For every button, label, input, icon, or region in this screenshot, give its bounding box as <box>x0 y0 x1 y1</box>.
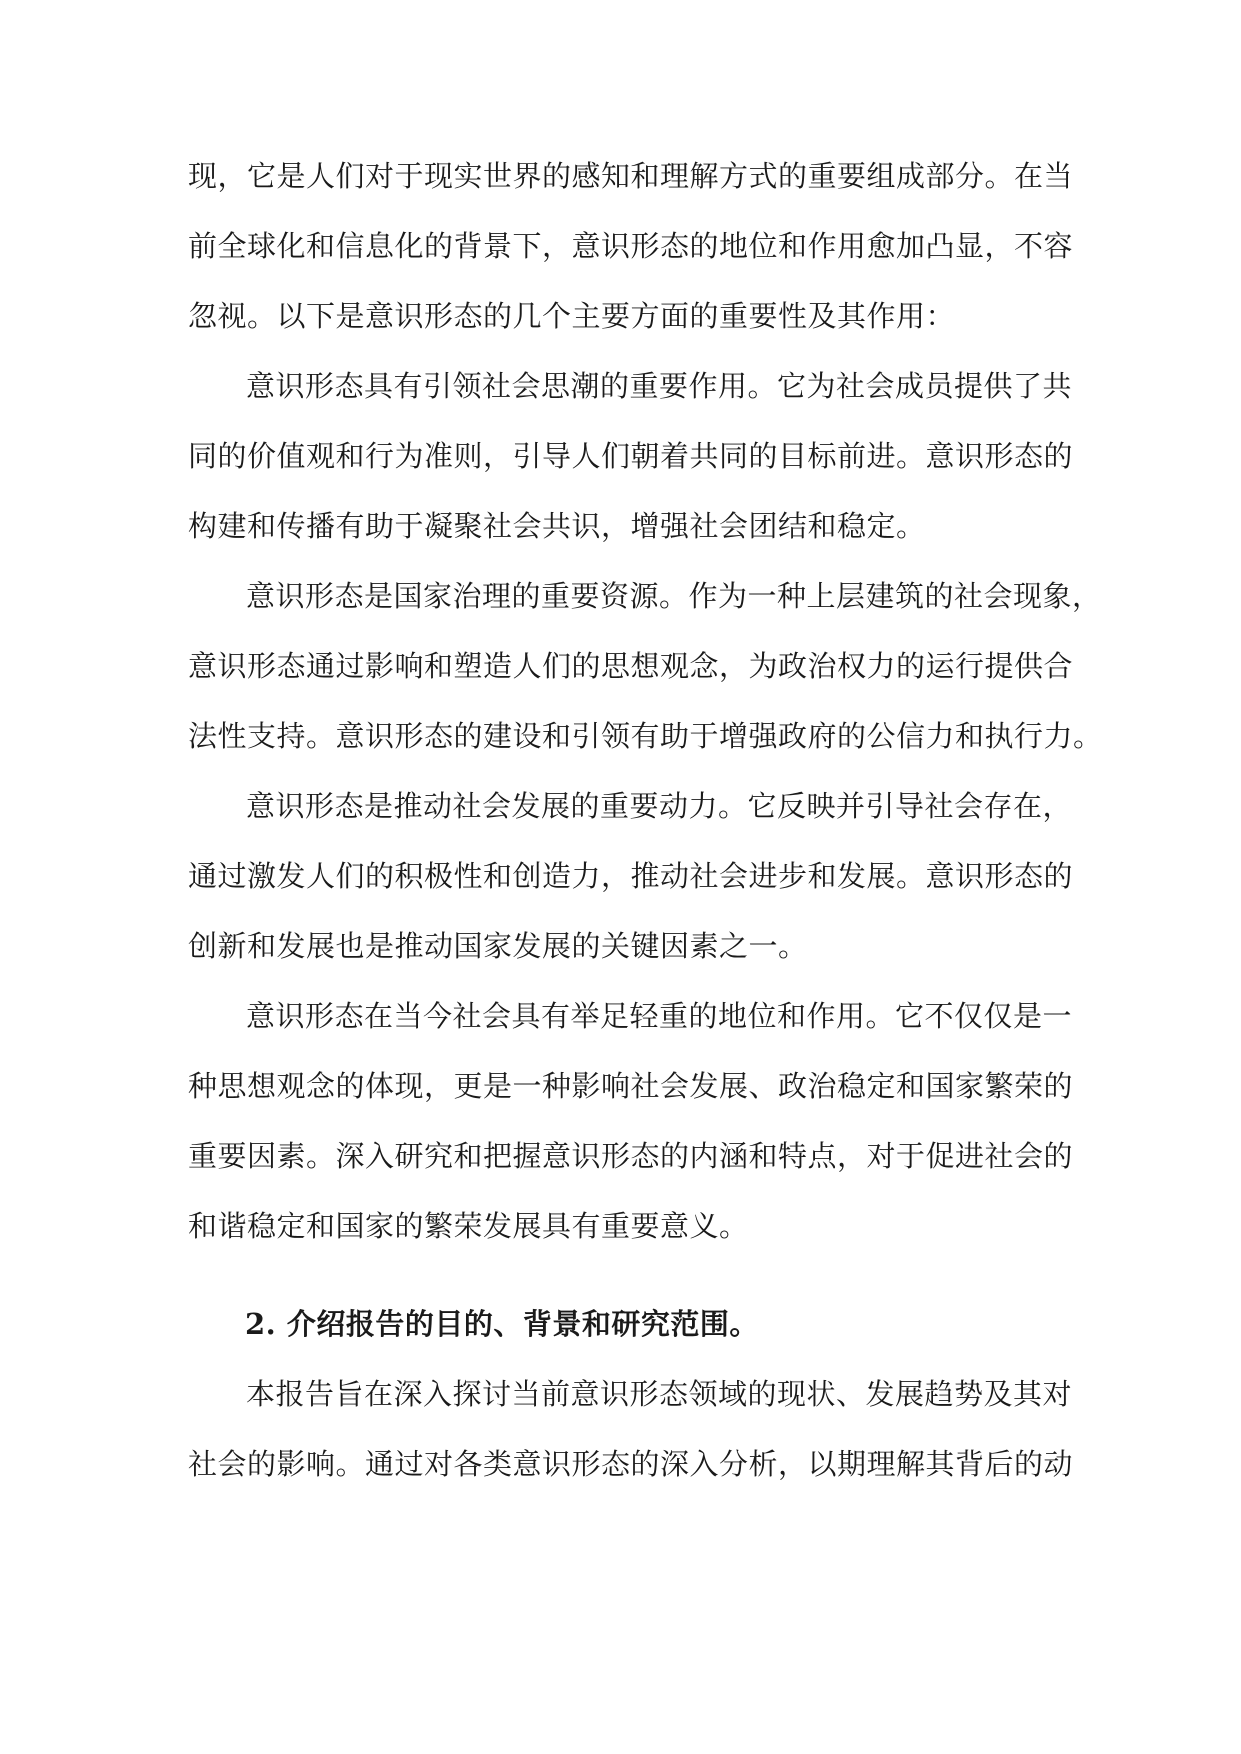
paragraph-2 <box>188 351 1074 561</box>
paragraph-1 <box>188 141 1074 351</box>
text-line: 社会的影响。通过对各类意识形态的深入分析，以期理解其背后的动 <box>188 1447 1074 1481</box>
paragraph-3 <box>188 561 1103 771</box>
text-line: 创新和发展也是推动国家发展的关键因素之一。 <box>188 929 808 963</box>
text-line: 通过激发人们的积极性和创造力，推动社会进步和发展。意识形态的 <box>188 859 1074 893</box>
text-line: 意识形态在当今社会具有举足轻重的地位和作用。它不仅仅是一 <box>246 999 1073 1033</box>
text-line: 法性支持。意识形态的建设和引领有助于增强政府的公信力和执行力。 <box>188 719 1103 753</box>
text-line: 意识形态通过影响和塑造人们的思想观念，为政治权力的运行提供合 <box>188 649 1074 683</box>
text-line: 本报告旨在深入探讨当前意识形态领域的现状、发展趋势及其对 <box>246 1377 1073 1411</box>
paragraph-6 <box>188 1359 1074 1499</box>
text-line: 现，它是人们对于现实世界的感知和理解方式的重要组成部分。在当 <box>188 159 1074 193</box>
text-line: 同的价值观和行为准则，引导人们朝着共同的目标前进。意识形态的 <box>188 439 1074 473</box>
text-line: 重要因素。深入研究和把握意识形态的内涵和特点，对于促进社会的 <box>188 1139 1074 1173</box>
paragraph-5 <box>188 981 1074 1261</box>
paragraph-4 <box>188 771 1074 981</box>
text-line: 构建和传播有助于凝聚社会共识，增强社会团结和稳定。 <box>188 509 926 543</box>
text-line: 意识形态具有引领社会思潮的重要作用。它为社会成员提供了共 <box>246 369 1073 403</box>
text-line: 前全球化和信息化的背景下，意识形态的地位和作用愈加凸显，不容 <box>188 229 1074 263</box>
section-heading: 2. 介绍报告的目的、背景和研究范围。 <box>245 1307 759 1341</box>
text-line: 意识形态是推动社会发展的重要动力。它反映并引导社会存在， <box>246 789 1073 823</box>
text-line: 和谐稳定和国家的繁荣发展具有重要意义。 <box>188 1209 749 1243</box>
document-body <box>188 141 1103 1499</box>
text-line: 种思想观念的体现，更是一种影响社会发展、政治稳定和国家繁荣的 <box>188 1069 1074 1103</box>
text-line: 忽视。以下是意识形态的几个主要方面的重要性及其作用： <box>188 299 956 333</box>
text-line: 意识形态是国家治理的重要资源。作为一种上层建筑的社会现象， <box>246 579 1102 613</box>
